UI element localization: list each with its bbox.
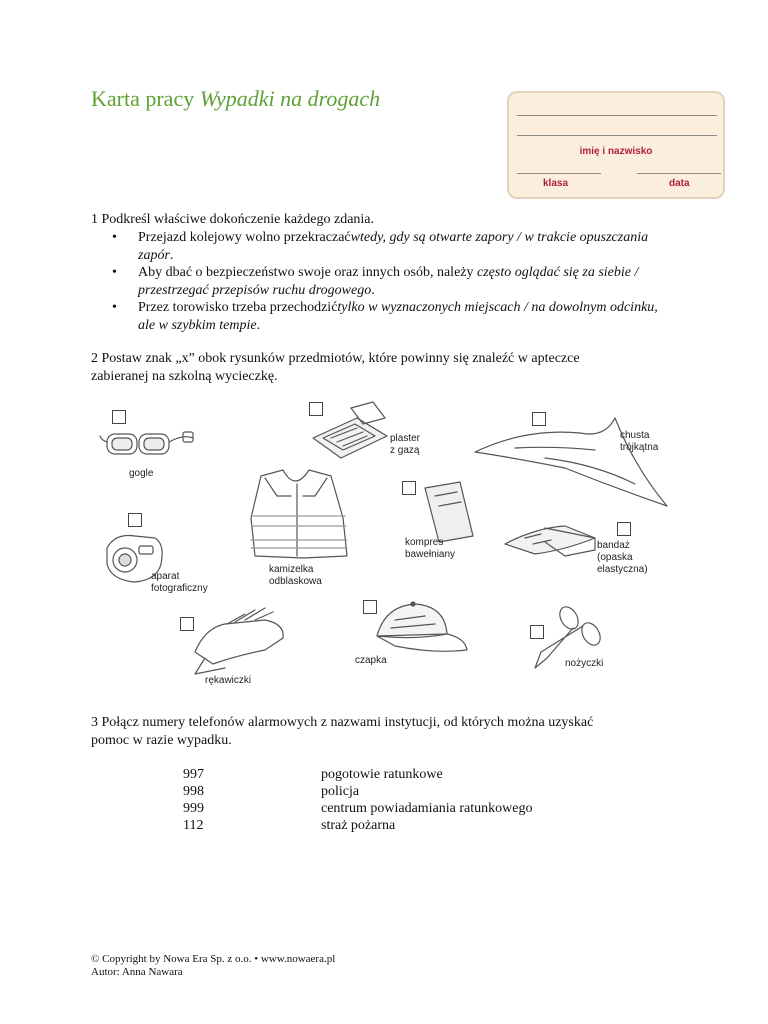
label-plaster: plaster z gazą — [390, 433, 421, 456]
table-row — [183, 800, 532, 817]
label-kompres: kompres bawełniany — [405, 537, 456, 560]
gloves-icon — [195, 608, 283, 674]
task1-heading: 1 Podkreśl właściwe dokończenie każdego zdania. — [91, 212, 375, 227]
title-plain: Karta pracy — [91, 86, 195, 111]
checkbox-rekawiczki[interactable] — [180, 617, 194, 631]
date-label: data — [669, 178, 690, 189]
phone-number[interactable]: 998 — [183, 784, 204, 799]
label-rekawiczki: rękawiczki — [205, 675, 252, 686]
bandage-roll-icon — [505, 526, 595, 556]
phone-number[interactable]: 997 — [183, 767, 204, 782]
label-kamizelka: kamizelka odblaskowa — [269, 564, 322, 587]
phone-number[interactable]: 112 — [183, 818, 204, 833]
task2-heading: 2 Postaw znak „x” obok rysunków przedmiotów, które powinny się znaleźć w apteczce zabieranej na szkolną wycieczkę. — [91, 351, 580, 384]
name-line-2 — [517, 135, 717, 136]
institution[interactable]: centrum powiadamiania ratunkowego — [321, 801, 533, 816]
task1-item[interactable]: • Aby dbać o bezpieczeństwo swoje oraz innych osób, należy często oglądać się za siebie / przestrzegać przepisów ruchu drogowego. — [110, 264, 670, 299]
task3-heading: 3 Połącz numery telefonów alarmowych z nazwami instytucji, od których można uzyskać pomoc w razie wypadku. — [91, 715, 594, 748]
reflective-vest-icon — [251, 470, 347, 558]
items-drawings — [95, 388, 675, 698]
checkbox-aparat[interactable] — [128, 513, 142, 527]
name-class-date-box — [507, 91, 725, 199]
checkbox-nozyczki[interactable] — [530, 625, 544, 639]
phone-number[interactable]: 999 — [183, 801, 204, 816]
checkbox-plaster[interactable] — [309, 402, 323, 416]
plaster-icon — [313, 402, 387, 458]
checkbox-chusta[interactable] — [532, 412, 546, 426]
name-label: imię i nazwisko — [579, 146, 653, 157]
label-czapka: czapka — [355, 655, 387, 666]
label-bandaz: bandaż (opaska elastyczna) — [597, 540, 648, 575]
checkbox-czapka[interactable] — [363, 600, 377, 614]
author-text: Autor: Anna Nawara — [91, 966, 183, 978]
page-title — [91, 86, 380, 112]
task1-list — [110, 229, 670, 334]
footer — [91, 953, 335, 979]
first-aid-illustration — [95, 388, 675, 698]
name-line-1 — [517, 115, 717, 116]
label-gogle: gogle — [129, 468, 154, 479]
label-aparat: aparat fotograficzny — [151, 571, 208, 594]
institution[interactable]: policja — [321, 784, 360, 799]
label-nozyczki: nożyczki — [565, 658, 604, 669]
class-label: klasa — [543, 178, 569, 189]
table-row — [183, 766, 532, 783]
phone-matching-table — [183, 766, 532, 834]
checkbox-bandaz[interactable] — [617, 522, 631, 536]
checkbox-gogle[interactable] — [112, 410, 126, 424]
date-line — [637, 173, 721, 174]
task1-item[interactable]: • Przez torowisko trzeba przechodzićtylko w wyznaczonych miejscach / na dowolnym odcinku, ale w szybkim tempie. — [110, 299, 670, 334]
copyright-text: © Copyright by Nowa Era Sp. z o.o. • www.nowaera.pl — [91, 953, 336, 965]
title-italic: Wypadki na drogach — [199, 86, 381, 111]
goggles-icon — [100, 432, 193, 454]
cap-icon — [377, 602, 467, 651]
table-row — [183, 783, 532, 800]
class-line — [517, 173, 601, 174]
compress-icon — [425, 482, 473, 542]
institution[interactable]: straż pożarna — [321, 818, 396, 833]
institution[interactable]: pogotowie ratunkowe — [321, 767, 443, 782]
label-chusta: chusta trójkątna — [620, 430, 659, 453]
checkbox-kompres[interactable] — [402, 481, 416, 495]
task1-item[interactable]: • Przejazd kolejowy wolno przekraczaćwtedy, gdy są otwarte zapory / w trakcie opuszczania zapór. — [110, 229, 670, 264]
table-row — [183, 817, 532, 834]
